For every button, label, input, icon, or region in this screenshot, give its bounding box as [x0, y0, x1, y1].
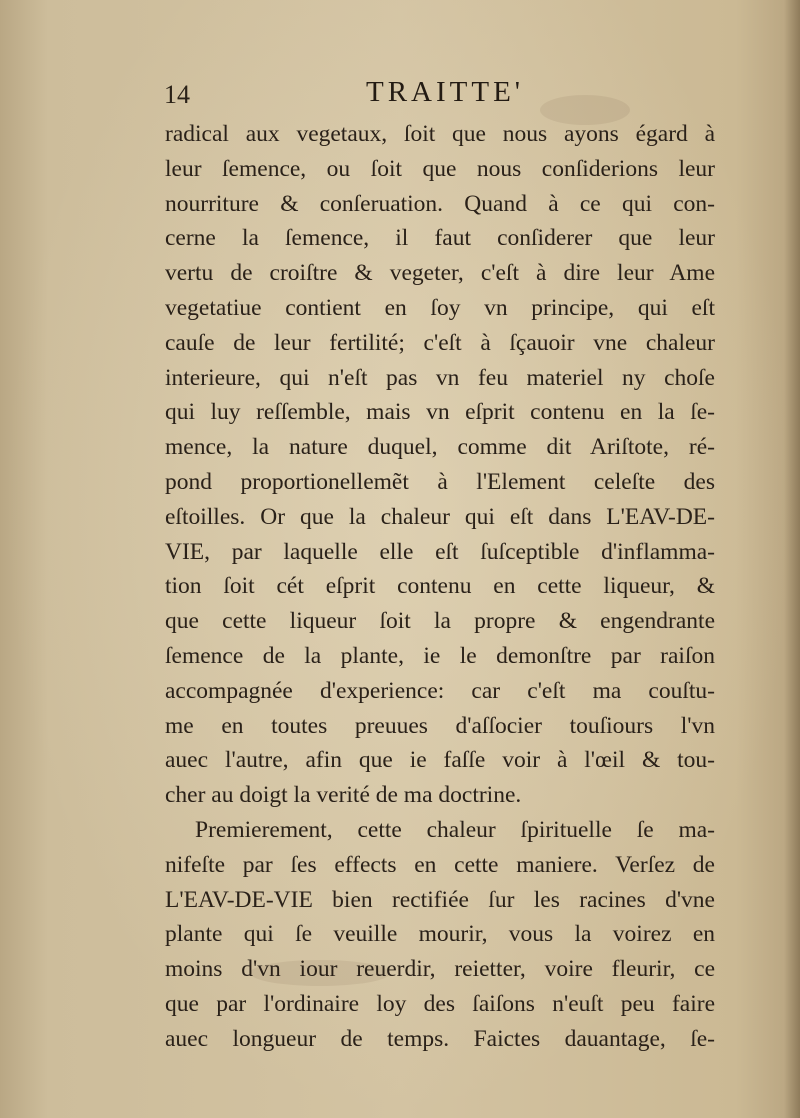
text-line: qui luy reſſemble, mais vn eſprit contenu en la ſe-	[165, 399, 715, 426]
page-header	[160, 74, 720, 114]
text-line: cerne la ſemence, il faut conſiderer que leur	[165, 225, 715, 252]
text-line: vegetatiue contient en ſoy vn principe, qui eſt	[165, 294, 715, 321]
text-line: cauſe de leur fertilité; c'eſt à ſçauoir vne chaleur	[165, 329, 715, 356]
text-line: moins d'vn iour reuerdir, reietter, voire fleurir, ce	[165, 956, 715, 983]
text-line: ſemence de la plante, ie le demonſtre par raiſon	[165, 642, 715, 669]
text-line: auec longueur de temps. Faictes dauantage, ſe-	[165, 1025, 715, 1052]
text-line: vertu de croiſtre & vegeter, c'eſt à dire leur Ame	[165, 260, 715, 287]
text-line: mence, la nature duquel, comme dit Ariſtote, ré-	[165, 434, 715, 461]
text-line: me en toutes preuues d'aſſocier touſiours l'vn	[165, 712, 715, 739]
text-line: nifeſte par ſes effects en cette maniere. Verſez de	[165, 851, 715, 878]
text-line: plante qui ſe veuille mourir, vous la voirez en	[165, 921, 715, 948]
body-text	[165, 117, 715, 1057]
text-line: VIE, par laquelle elle eſt ſuſceptible d'inflamma-	[165, 538, 715, 565]
text-line: leur ſemence, ou ſoit que nous conſiderions leur	[165, 155, 715, 182]
text-line: que cette liqueur ſoit la propre & engendrante	[165, 608, 715, 635]
text-line: accompagnée d'experience: car c'eſt ma couſtu-	[165, 677, 715, 704]
text-line: auec l'autre, afin que ie faſſe voir à l'œil & tou-	[165, 747, 715, 774]
text-line: nourriture & conſeruation. Quand à ce qui con-	[165, 190, 715, 217]
text-line: radical aux vegetaux, ſoit que nous ayons égard à	[165, 121, 715, 147]
text-line: eſtoilles. Or que la chaleur qui eſt dans L'EAV-DE-	[165, 503, 715, 530]
text-line: cher au doigt la verité de ma doctrine.	[165, 782, 522, 809]
text-line: L'EAV-DE-VIE bien rectifiée ſur les racines d'vne	[165, 886, 715, 913]
text-line: que par l'ordinaire loy des ſaiſons n'euſt peu faire	[165, 990, 715, 1017]
text-line: pond proportionellemẽt à l'Element celeſte des	[165, 468, 715, 495]
page-number: 14	[164, 80, 190, 109]
text-line: tion ſoit cét eſprit contenu en cette liqueur, &	[165, 573, 715, 600]
text-line: Premierement, cette chaleur ſpirituelle ſe ma-	[195, 816, 715, 843]
running-head: TRAITTE'	[366, 76, 525, 108]
text-line: interieure, qui n'eſt pas vn feu materiel ny choſe	[165, 364, 715, 391]
